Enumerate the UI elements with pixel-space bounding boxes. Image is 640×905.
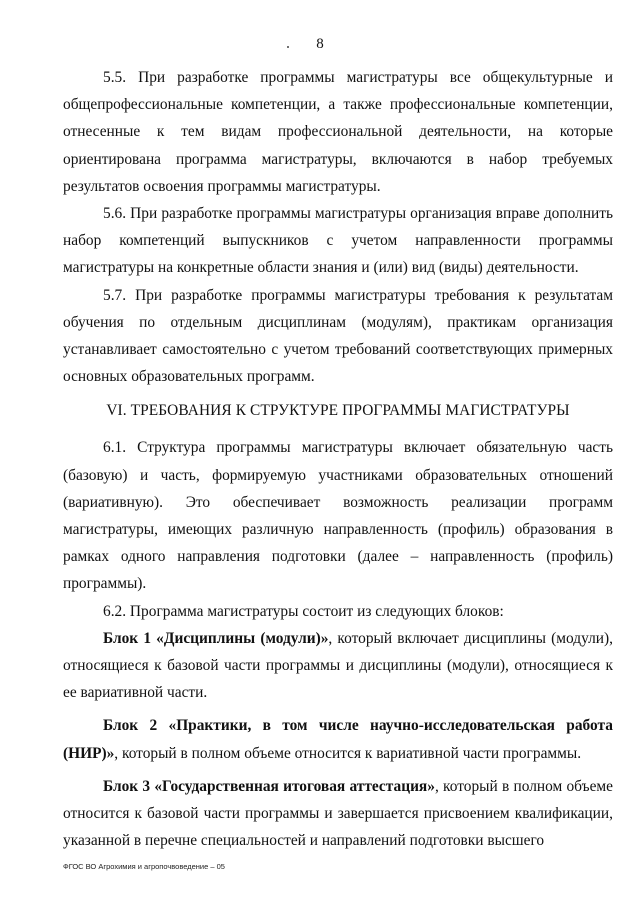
paragraph-6-1: 6.1. Структура программы магистратуры включает обязательную часть (базовую) и часть, формируемую участниками образовательных отношений (вариативную). Это обеспечивает возможность реализации программ магистратуры, имеющих различную направленность (профиль) образования в рамках одного направления подготовки (далее – направленность (профиль) программы). <box>63 439 613 593</box>
paragraph-6-2: 6.2. Программа магистратуры состоит из следующих блоков: <box>103 602 504 620</box>
page-number: 8 <box>316 36 324 52</box>
block-3-title: Блок 3 «Государственная итоговая аттестация» <box>103 777 435 795</box>
block-3-text: , который в полном объеме относится к базовой части программы и завершается присвоением квалификации, указанной в перечне специальностей и направлений подготовки высшего <box>63 777 613 850</box>
scan-speck <box>287 46 289 48</box>
block-2-title: Блок 2 «Практики, в том числе научно-исследовательская работа (НИР)» <box>63 717 613 762</box>
document-body <box>63 64 613 854</box>
paragraph-5-5: 5.5. При разработке программы магистратуры все общекультурные и общепрофессиональные компетенции, а также профессиональные компетенции, отнесенные к тем видам профессиональной деятельности, на которые ориентирована программа магистратуры, включаются в набор требуемых результатов освоения программы магистратуры. <box>63 69 613 195</box>
page-footer: ФГОС ВО Агрохимия и агропочвоведение – 05 <box>63 862 225 871</box>
block-1-paragraph <box>63 625 613 707</box>
block-1-text: , который включает дисциплины (модули), относящиеся к базовой части программы и дисциплины (модули), относящиеся к ее вариативной части. <box>63 629 613 702</box>
section-heading-vi: VI. ТРЕБОВАНИЯ К СТРУКТУРЕ ПРОГРАММЫ МАГИСТРАТУРЫ <box>106 402 570 420</box>
paragraph-5-6: 5.6. При разработке программы магистратуры организация вправе дополнить набор компетенций выпускников с учетом направленности программы магистратуры на конкретные области знания и (или) вид (виды) деятельности. <box>63 205 613 277</box>
paragraph-5-7: 5.7. При разработке программы магистратуры требования к результатам обучения по отдельным дисциплинам (модулям), практикам организация устанавливает самостоятельно с учетом требований соответствующих примерных основных образовательных программ. <box>63 286 613 386</box>
block-3-paragraph <box>63 773 613 855</box>
block-2-paragraph <box>63 712 613 766</box>
block-1-title: Блок 1 «Дисциплины (модули)» <box>103 629 329 647</box>
block-2-text: , который в полном объеме относится к вариативной части программы. <box>114 744 582 762</box>
